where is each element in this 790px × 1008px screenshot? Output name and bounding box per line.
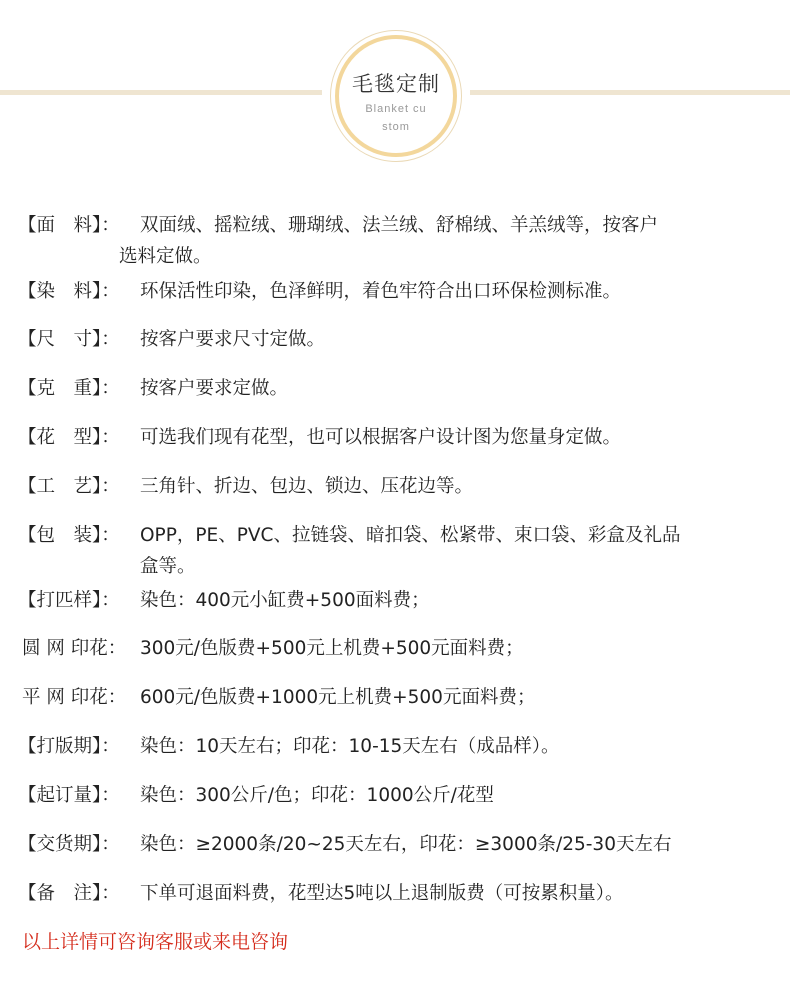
spec-value: 按客户要求定做。 <box>140 378 289 399</box>
spec-value: 600元/色版费+1000元上机费+500元面料费； <box>140 687 536 708</box>
page-header <box>0 0 790 180</box>
contact-note: 以上详情可咨询客服或来电咨询 <box>22 931 289 953</box>
spec-label: 【染 料】： <box>18 281 120 302</box>
spec-value: 300元/色版费+500元上机费+500元面料费； <box>140 638 524 659</box>
spec-label: 【面 料】： <box>18 215 120 236</box>
page-subtitle-line-1: Blanket cu <box>365 103 427 115</box>
spec-label: 圆 网 印花： <box>22 638 127 659</box>
spec-value: 染色：10天左右；印花：10-15天左右（成品样）。 <box>140 736 560 757</box>
spec-label: 【花 型】： <box>18 427 120 448</box>
spec-label: 【包 装】： <box>18 525 120 546</box>
spec-value-continued: 选料定做。 <box>119 246 212 267</box>
spec-label: 平 网 印花： <box>22 687 127 708</box>
spec-value: 染色：400元小缸费+500面料费； <box>140 590 430 611</box>
spec-label: 【尺 寸】： <box>18 329 120 350</box>
spec-label: 【备 注】： <box>18 883 120 904</box>
page-subtitle <box>360 100 432 136</box>
spec-label: 【起订量】： <box>18 785 120 806</box>
spec-value: OPP，PE、PVC、拉链袋、暗扣袋、松紧带、束口袋、彩盒及礼品 <box>140 525 681 546</box>
spec-value: 下单可退面料费，花型达5吨以上退制版费（可按累积量）。 <box>140 883 624 904</box>
spec-value: 三角针、折边、包边、锁边、压花边等。 <box>140 476 474 497</box>
spec-label: 【打版期】： <box>18 736 120 757</box>
spec-label: 【打匹样】： <box>18 590 120 611</box>
spec-value: 染色：≥2000条/20~25天左右，印花：≥3000条/25-30天左右 <box>140 834 672 855</box>
spec-value: 环保活性印染，色泽鲜明，着色牢符合出口环保检测标准。 <box>140 281 622 302</box>
spec-value: 双面绒、摇粒绒、珊瑚绒、法兰绒、舒棉绒、羊羔绒等，按客户 <box>140 215 659 236</box>
spec-value: 染色：300公斤/色；印花：1000公斤/花型 <box>140 785 494 806</box>
spec-value: 可选我们现有花型，也可以根据客户设计图为您量身定做。 <box>140 427 622 448</box>
page-title: 毛毯定制 <box>352 72 440 96</box>
spec-value: 按客户要求尺寸定做。 <box>140 329 326 350</box>
spec-label: 【工 艺】： <box>18 476 120 497</box>
spec-label: 【克 重】： <box>18 378 120 399</box>
header-divider-left <box>0 90 322 95</box>
page-subtitle-line-2: stom <box>382 121 410 133</box>
header-divider-right <box>470 90 790 95</box>
spec-label: 【交货期】： <box>18 834 120 855</box>
spec-value-continued: 盒等。 <box>140 556 196 577</box>
